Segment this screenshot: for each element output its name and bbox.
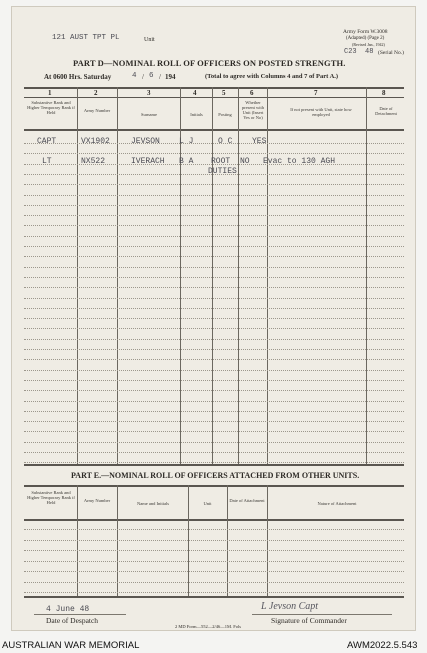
row-2-initials: B A xyxy=(179,157,194,166)
table-e-top xyxy=(24,485,404,487)
ruled-line xyxy=(24,529,404,530)
signature-value: L Jevson Capt xyxy=(261,601,319,612)
part-d-title: PART D—NOMINAL ROLL OF OFFICERS ON POSTED STRENGTH. xyxy=(73,58,346,68)
caption-left: AUSTRALIAN WAR MEMORIAL xyxy=(2,640,140,651)
row-1-initials: L J xyxy=(179,137,194,146)
ruled-line xyxy=(24,401,404,402)
col-header-surname: Surname xyxy=(141,112,157,117)
signature-label: Signature of Commander xyxy=(271,616,347,625)
ruled-line xyxy=(24,380,404,381)
row-1-surname: JEVSON xyxy=(131,137,160,146)
ruled-line xyxy=(24,287,404,288)
ruled-line xyxy=(24,318,404,319)
ruled-line xyxy=(24,246,404,247)
ruled-line xyxy=(24,550,404,551)
row-2-number: NX522 xyxy=(81,157,106,166)
date-prefix: At 0600 Hrs. Saturday xyxy=(44,73,112,81)
row-1-number: VX1902 xyxy=(81,137,110,146)
ruled-line xyxy=(24,540,404,541)
table-d-headrow xyxy=(24,129,404,131)
ruled-line xyxy=(24,267,404,268)
ruled-line xyxy=(24,582,404,583)
ruled-line xyxy=(24,308,404,309)
table-d-numrow xyxy=(24,97,404,98)
ruled-line xyxy=(24,205,404,206)
ruled-line xyxy=(24,359,404,360)
e-col-header-unit: Unit xyxy=(203,501,212,506)
ruled-line xyxy=(24,328,404,329)
col-header-detachment: Date of Detachment xyxy=(375,106,397,116)
serial-label: (Serial No.) xyxy=(378,50,404,56)
ruled-line xyxy=(24,571,404,572)
ruled-line xyxy=(24,153,404,154)
form-adapted: (Adapted) (Page 2) xyxy=(346,36,385,41)
form-id: Army Form W.3008 xyxy=(343,29,388,35)
col-num-8: 8 xyxy=(382,89,386,97)
row-2-posting: ROOT xyxy=(211,157,231,166)
date-sep-1: / xyxy=(142,73,144,81)
date-sep-2: / xyxy=(159,73,161,81)
e-col-header-army-number: Army Number xyxy=(83,498,111,503)
col-header-employed: If not present with Unit, state how employed xyxy=(290,107,352,117)
ruled-line xyxy=(24,298,404,299)
col-header-posting: Posting xyxy=(218,112,232,117)
ruled-line xyxy=(24,195,404,196)
e-col-header-rank: Substantive Rank and Higher Temporary Rank if Held xyxy=(27,490,75,505)
signature-rule xyxy=(252,614,392,615)
col-num-5: 5 xyxy=(222,89,226,97)
col-header-rank: Substantive Rank and Higher Temporary Rank if Held xyxy=(27,100,75,115)
form-revised: (Revised Jan., 1942) xyxy=(352,42,385,47)
ruled-line xyxy=(24,277,404,278)
ruled-line xyxy=(24,184,404,185)
row-1-present: YES xyxy=(252,137,267,146)
despatch-date-value: 4 June 48 xyxy=(46,605,90,614)
ruled-line xyxy=(24,592,404,593)
ruled-line xyxy=(24,215,404,216)
col-num-7: 7 xyxy=(314,89,318,97)
date-year: 194 xyxy=(165,73,176,81)
ruled-line xyxy=(24,236,404,237)
row-2-rank: LT xyxy=(42,157,52,166)
caption-right: AWM2022.5.543 xyxy=(347,640,418,651)
row-2-employed: Evac to 130 AGH xyxy=(263,157,336,166)
col-header-army-number: Army Number xyxy=(83,108,111,113)
ruled-line xyxy=(24,225,404,226)
ruled-line xyxy=(24,164,404,165)
part-e-title: PART E.—NOMINAL ROLL OF OFFICERS ATTACHED FROM OTHER UNITS. xyxy=(71,471,360,480)
serial-year: 48 xyxy=(365,48,374,56)
archive-caption xyxy=(0,636,427,653)
ruled-line xyxy=(24,411,404,412)
unit-value: 121 AUST TPT PL xyxy=(52,34,120,42)
col-num-1: 1 xyxy=(48,89,52,97)
row-2-surname: IVERACH xyxy=(131,157,165,166)
ruled-line xyxy=(24,431,404,432)
row-1-rank: CAPT xyxy=(37,137,57,146)
ruled-line xyxy=(24,143,404,144)
unit-label: Unit xyxy=(144,37,155,43)
date-note: (Total to agree with Columns 4 and 7 of Part A.) xyxy=(205,73,339,80)
col-num-6: 6 xyxy=(250,89,254,97)
despatch-label: Date of Despatch xyxy=(46,616,99,625)
ruled-line xyxy=(24,349,404,350)
col-num-3: 3 xyxy=(147,89,151,97)
form-sheet xyxy=(11,6,416,631)
ruled-line xyxy=(24,256,404,257)
date-month: 6 xyxy=(149,72,154,80)
ruled-line xyxy=(24,370,404,371)
e-col-header-nature: Nature of Attachment xyxy=(317,501,357,506)
ruled-line xyxy=(24,561,404,562)
col-num-4: 4 xyxy=(193,89,197,97)
col-header-present: Whether present with Unit (Insert Yes or No) xyxy=(241,100,265,120)
despatch-rule xyxy=(34,614,126,615)
col-header-initials: Initials xyxy=(190,112,203,117)
serial-value: C23 xyxy=(344,48,357,56)
table-d-top xyxy=(24,87,404,89)
ruled-line xyxy=(24,442,404,443)
e-col-header-attachment-date: Date of Attachment xyxy=(229,498,265,503)
row-2-present: NO xyxy=(240,157,250,166)
e-col-header-name: Name and Initials xyxy=(137,501,169,506)
table-d-bottom xyxy=(24,464,404,466)
ruled-line xyxy=(24,390,404,391)
print-line: 2 MD Form—552—2/46—1M. Fols xyxy=(175,624,242,629)
ruled-line xyxy=(24,339,404,340)
table-e-headrow xyxy=(24,519,404,521)
ruled-line xyxy=(24,452,404,453)
table-e-bottom xyxy=(24,596,404,598)
col-num-2: 2 xyxy=(94,89,98,97)
ruled-line xyxy=(24,462,404,463)
row-1-posting: O C xyxy=(218,137,233,146)
row-2-posting-extra: DUTIES xyxy=(208,167,237,176)
ruled-line xyxy=(24,174,404,175)
ruled-line xyxy=(24,421,404,422)
date-day: 4 xyxy=(132,72,137,80)
